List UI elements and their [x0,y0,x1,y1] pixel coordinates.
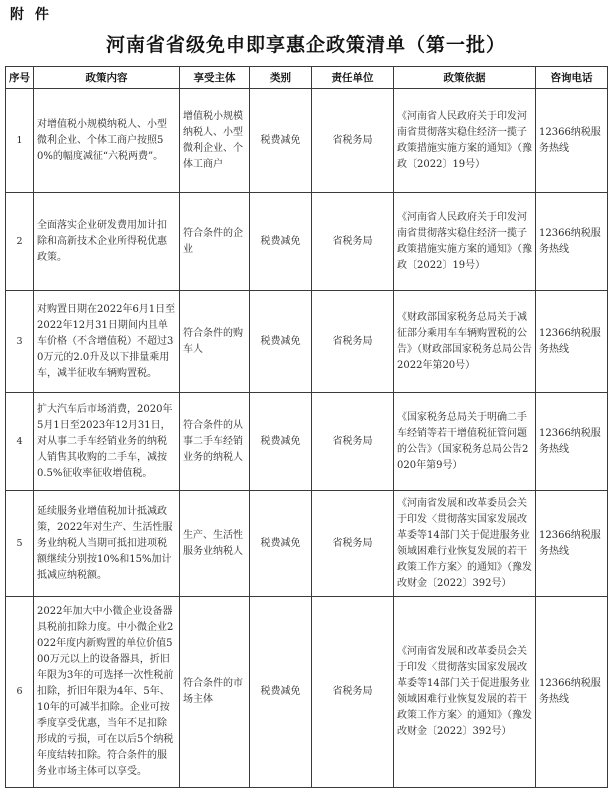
table-row [6,491,608,597]
header-no: 序号 [6,67,34,89]
cell-unit: 省税务局 [312,597,394,788]
cell-category: 税费减免 [250,89,312,193]
header-basis: 政策依据 [394,67,536,89]
cell-category: 税费减免 [250,491,312,597]
cell-basis: 《河南省人民政府关于印发河南省贯彻落实稳住经济一揽子政策措施实施方案的通知》（豫政〔2022〕19号） [394,89,536,193]
header-subject: 享受主体 [180,67,250,89]
cell-no: 4 [6,393,34,491]
cell-subject: 增值税小规模纳税人、小型微利企业、个体工商户 [180,89,250,193]
cell-subject: 符合条件的购车人 [180,291,250,393]
cell-no: 5 [6,491,34,597]
cell-no: 1 [6,89,34,193]
cell-content: 全面落实企业研发费用加计扣除和高新技术企业所得税优惠政策。 [34,193,180,291]
attachment-label: 附 件 [10,7,52,23]
table-row [6,193,608,291]
cell-subject: 符合条件的从事二手车经销业务的纳税人 [180,393,250,491]
cell-basis: 《财政部国家税务总局关于减征部分乘用车车辆购置税的公告》（财政部国家税务总局公告2022年第20号） [394,291,536,393]
cell-phone: 12366纳税服务热线 [536,193,608,291]
cell-basis: 《河南省发展和改革委员会关于印发〈贯彻落实国家发展改革委等14部门关于促进服务业领域困难行业恢复发展的若干政策工作方案〉的通知》（豫发改财金〔2022〕392号） [394,597,536,788]
cell-phone: 12366纳税服务热线 [536,89,608,193]
cell-unit: 省税务局 [312,89,394,193]
cell-phone: 12366纳税服务热线 [536,491,608,597]
cell-unit: 省税务局 [312,393,394,491]
table-row [6,291,608,393]
cell-unit: 省税务局 [312,291,394,393]
header-unit: 责任单位 [312,67,394,89]
cell-phone: 12366纳税服务热线 [536,291,608,393]
cell-category: 税费减免 [250,193,312,291]
cell-phone: 12366纳税服务热线 [536,597,608,788]
cell-content: 对购置日期在2022年6月1日至2022年12月31日期间内且单车价格（不含增值税）不超过30万元的2.0升及以下排量乘用车，减半征收车辆购置税。 [34,291,180,393]
cell-no: 6 [6,597,34,788]
policy-table [5,66,608,788]
cell-no: 2 [6,193,34,291]
header-phone: 咨询电话 [536,67,608,89]
document-title: 河南省省级免申即享惠企政策清单（第一批） [105,34,506,56]
cell-subject: 符合条件的企业 [180,193,250,291]
table-row [6,393,608,491]
cell-basis: 《河南省人民政府关于印发河南省贯彻落实稳住经济一揽子政策措施实施方案的通知》（豫政〔2022〕19号） [394,193,536,291]
cell-content: 扩大汽车后市场消费，2020年5月1日至2023年12月31日，对从事二手车经销业务的纳税人销售其收购的二手车，减按0.5%征收率征收增值税。 [34,393,180,491]
cell-category: 税费减免 [250,597,312,788]
cell-basis: 《国家税务总局关于明确二手车经销等若干增值税征管问题的公告》（国家税务总局公告2020年第9号） [394,393,536,491]
cell-category: 税费减免 [250,393,312,491]
table-row [6,597,608,788]
header-content: 政策内容 [34,67,180,89]
cell-basis: 《河南省发展和改革委员会关于印发〈贯彻落实国家发展改革委等14部门关于促进服务业领域困难行业恢复发展的若干政策工作方案〉的通知》（豫发改财金〔2022〕392号） [394,491,536,597]
cell-subject: 符合条件的市场主体 [180,597,250,788]
header-category: 类别 [250,67,312,89]
cell-unit: 省税务局 [312,491,394,597]
cell-subject: 生产、生活性服务业纳税人 [180,491,250,597]
cell-no: 3 [6,291,34,393]
table-row [6,89,608,193]
table-header-row [6,67,608,89]
cell-content: 2022年加大中小微企业设备器具税前扣除力度。中小微企业2022年度内新购置的单位价值500万元以上的设备器具，折旧年限为3年的可选择一次性税前扣除，折旧年限为4年、5年、10年的可减半扣除。企业可按季度享受优惠，当年不足扣除形成的亏损，可在以后5个纳税年度结转扣除。符合条件的服务业市场主体可以享受。 [34,597,180,788]
cell-content: 延续服务业增值税加计抵减政策，2022年对生产、生活性服务业纳税人当期可抵扣进项税额继续分别按10%和15%加计抵减应纳税额。 [34,491,180,597]
cell-phone: 12366纳税服务热线 [536,393,608,491]
cell-category: 税费减免 [250,291,312,393]
cell-content: 对增值税小规模纳税人、小型微利企业、个体工商户按照50%的幅度减征“六税两费”。 [34,89,180,193]
cell-unit: 省税务局 [312,193,394,291]
